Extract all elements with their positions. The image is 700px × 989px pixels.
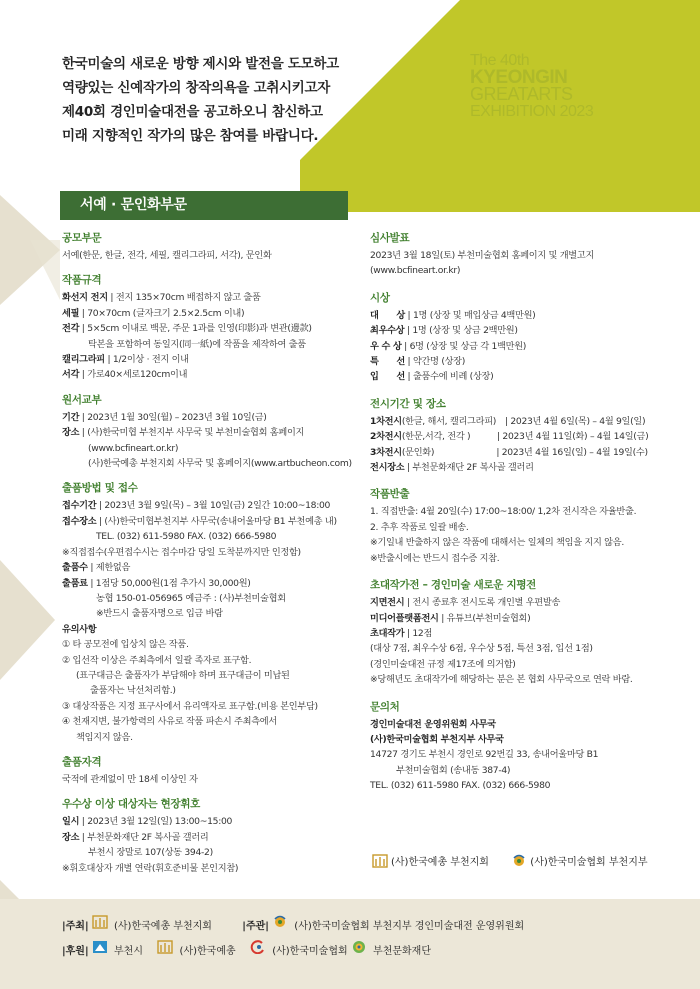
line-text: | 가로40×세로120cm이내: [79, 369, 188, 381]
line-text: | 2023년 3월 12일(일) 13:00~15:00: [79, 816, 233, 828]
line-label: 대 상: [370, 309, 405, 321]
art-association-logo-icon: [272, 915, 288, 939]
line-text: | 1명 (상장 및 상금 2백만원): [404, 325, 518, 337]
section-line: 2. 추후 작품로 일괄 배송.: [370, 521, 469, 533]
line-label: 입 선: [370, 371, 405, 383]
yechong-logo-icon: [372, 854, 388, 871]
section-line: TEL. (032) 611-5980 FAX. (032) 666-5980: [370, 780, 551, 792]
section-line: ※당해년도 초대작가에 해당하는 분은 본 협회 사무국으로 연락 바람.: [370, 674, 633, 686]
line-label: 출품수: [62, 562, 88, 574]
line-text: | (사)한국미협부천지부 사무국(송내어울마당 B1 부천예총 내): [96, 515, 337, 527]
left-column: [62, 230, 357, 876]
cultural-foundation-logo-icon: [351, 940, 367, 964]
sponsor-3-text: (사)한국미술협회: [272, 946, 348, 957]
section-line: [62, 560, 357, 575]
line-label: 출품료: [62, 577, 88, 589]
organizer-text: (사)한국미술협회 부천지부 경인미술대전 운영위원회: [294, 921, 525, 932]
intro-line-2: 역량있는 신예작가의 창작의욕을 고취시키고자: [62, 80, 331, 96]
line-text: (문인화) | 2023년 4월 16일(일) – 4월 19일(수): [401, 446, 648, 458]
section-line: 탁본을 포함하여 동일지(同一紙)에 작품을 제작하여 출품: [88, 338, 306, 350]
section-heading: 심사발표: [370, 232, 410, 244]
section-invited-artists: [370, 577, 670, 687]
section-line: ④ 천재지변, 불가항력의 사유로 작품 파손시 주최측에서: [62, 716, 277, 728]
line-text: | 전시 종료후 전시도록 개인별 우편발송: [404, 597, 561, 609]
section-line: (www.bcfineart.or.kr): [88, 442, 179, 454]
section-line: [370, 323, 670, 338]
section-line: [370, 339, 670, 354]
sponsor-2-text: (사)한국예총: [179, 946, 236, 957]
line-text: | 5×5cm 이내로 백문, 주문 1과를 인영(印影)과 변관(邊款): [79, 323, 312, 335]
line-label: 유의사항: [62, 623, 97, 635]
intro-line-1: 한국미술의 새로운 방향 제시와 발전을 도모하고: [62, 56, 339, 72]
org-logo-b-text: (사)한국미술협회 부천지부: [530, 857, 648, 868]
section-line: (사)한국미술협회 부천지부 사무국: [370, 733, 504, 745]
section-line: 14727 경기도 부천시 경인로 92번길 33, 송내어울마당 B1: [370, 749, 599, 761]
line-label: 지면전시: [370, 597, 405, 609]
line-label: 전시장소: [370, 462, 405, 474]
line-text: (한글, 해서, 캘리그라피) | 2023년 4월 6일(목) – 4월 9일(일): [401, 415, 646, 427]
line-label: 초대작가: [370, 627, 405, 639]
section-line: 서예(한문, 한글, 전각, 세필, 캘리그라피, 서각), 문인화: [62, 250, 272, 261]
section-line: ※반출시에는 반드시 접수증 지참.: [370, 552, 500, 564]
section-line: [62, 321, 357, 336]
section-heading: 출품자격: [62, 755, 102, 768]
section-line: (대상 7점, 최우수상 6점, 우수상 5점, 특선 3점, 입선 1점): [370, 643, 593, 655]
title-line-3: GREATARTS: [470, 84, 573, 104]
line-label: 최우수상: [370, 325, 405, 337]
section-line: (www.bcfineart.or.kr): [370, 265, 461, 277]
section-line: ③ 대상작품은 지정 표구사에서 유리액자로 표구함.(비용 본인부담): [62, 700, 318, 712]
section-heading: 문의처: [370, 700, 400, 713]
section-announcement: [370, 230, 670, 279]
section-heading: 작품반출: [370, 488, 410, 501]
section-line: 출품자는 낙선처리함.): [90, 685, 176, 697]
line-text: | 부천문화재단 2F 복사골 갤러리: [404, 462, 534, 474]
section-line: [370, 414, 670, 429]
line-text: | (사)한국미협 부천지부 사무국 및 부천미술협회 홈페이지: [79, 427, 305, 439]
section-onsite: [62, 796, 357, 876]
section-line: [370, 626, 670, 641]
section-line: [62, 306, 357, 321]
title-line-1: The 40th: [470, 52, 530, 69]
art-association-swirl-logo-icon: [250, 940, 266, 964]
section-line: 부천미술협회 (송내동 387-4): [396, 764, 511, 776]
section-heading: 전시기간 및 장소: [370, 397, 446, 410]
line-label: 2차전시: [370, 431, 402, 443]
intro-line-4: 미래 지향적인 작가의 많은 참여를 바랍니다.: [62, 128, 319, 144]
section-line: 경인미술대전 운영위원회 사무국: [370, 718, 496, 730]
section-line: 2023년 3월 18일(토) 부천미술협회 홈페이지 및 개별고지: [370, 250, 595, 261]
section-eligibility: [62, 754, 357, 787]
section-heading: 원서교부: [62, 393, 102, 406]
section-line: 1. 직접반출: 4월 20일(수) 17:00~18:00/ 1,2차 전시작은 자율반출.: [370, 506, 637, 518]
section-line: [370, 308, 670, 323]
line-label: 일시: [62, 816, 80, 828]
section-line: [62, 352, 357, 367]
line-label: 화선지 전지: [62, 292, 108, 304]
section-spec: [62, 272, 357, 382]
section-category: [62, 230, 357, 263]
line-text: | 70×70cm (글자크기 2.5×2.5cm 이내): [79, 307, 245, 319]
bucheon-city-logo-icon: [92, 940, 108, 964]
host-tag: |주최|: [62, 921, 89, 932]
section-line: [370, 460, 670, 475]
line-text: | 약간명 (상장): [404, 356, 466, 368]
section-line: [62, 425, 357, 440]
line-text: | 제한없음: [87, 562, 131, 574]
section-exhibition-period: [370, 396, 670, 476]
line-label: 접수기간: [62, 500, 97, 512]
section-line: [370, 595, 670, 610]
line-text: | 1/2이상 · 전지 이내: [104, 354, 189, 366]
line-label: 캘리그라피: [62, 354, 105, 366]
section-application: [62, 392, 357, 472]
section-line: (경인미술대전 규정 제17조에 의거함): [370, 658, 516, 670]
org-logos: [372, 853, 648, 871]
line-label: 장소: [62, 831, 80, 843]
section-line: (표구대금은 출품자가 부담해야 하며 표구대금이 미납된: [76, 669, 290, 681]
line-text: | 전지 135×70cm 배접하지 않고 출품: [107, 292, 261, 304]
section-line: [370, 369, 670, 384]
line-label: 특 선: [370, 356, 405, 368]
line-label: 접수장소: [62, 515, 97, 527]
section-heading: 시상: [370, 291, 390, 304]
line-text: | 1명 (상장 및 매입상금 4백만원): [404, 309, 536, 321]
section-line: [370, 445, 670, 460]
line-label: 3차전시: [370, 446, 402, 458]
section-line: [62, 410, 357, 425]
line-label: 미디어플랫폼전시: [370, 612, 439, 624]
section-line: 국적에 관계없이 만 18세 이상인 자: [62, 773, 198, 785]
credits: [62, 915, 524, 965]
credits-sponsor-row: [62, 940, 524, 965]
line-label: 전각: [62, 323, 80, 335]
section-line: ① 타 공모전에 입상치 않은 작품.: [62, 639, 189, 651]
line-text: | 부천문화재단 2F 복사골 갤러리: [79, 831, 209, 843]
section-heading: 출품방법 및 접수: [62, 482, 138, 495]
section-awards: [370, 290, 670, 385]
section-heading: 초대작가전 – 경인미술 새로운 지평전: [370, 579, 537, 592]
section-line: 책임지지 않음.: [76, 731, 133, 743]
title-line-2: KYEONGIN: [470, 67, 568, 88]
section-line: [62, 367, 357, 382]
line-label: 장소: [62, 427, 80, 439]
line-label: 기간: [62, 411, 80, 423]
yechong-logo-icon: [157, 940, 173, 964]
section-return: [370, 486, 670, 566]
line-text: | 1점당 50,000원(1점 추가시 30,000원): [87, 577, 251, 589]
credits-host-row: [62, 915, 524, 940]
line-text: | 유튜브(부천미술협회): [438, 612, 531, 624]
org-logo-a-text: (사)한국예총 부천지회: [391, 857, 489, 868]
section-line: [62, 814, 357, 829]
sponsor-tag: |후원|: [62, 946, 89, 957]
section-line: ② 입선작 이상은 주최측에서 일괄 족자로 표구함.: [62, 654, 252, 666]
section-heading: 작품규격: [62, 274, 102, 287]
section-heading: 우수상 이상 대상자는 현장휘호: [62, 798, 201, 811]
section-line: [62, 622, 357, 637]
section-line: [62, 576, 357, 591]
organizer-tag: |주관|: [242, 921, 269, 932]
host-text: (사)한국예총 부천지회: [114, 921, 212, 932]
right-column: [370, 230, 670, 794]
exhibition-title: [470, 52, 593, 120]
section-line: [62, 830, 357, 845]
line-text: | 6명 (상장 및 상금 각 1백만원): [401, 340, 527, 352]
section-line: 부천시 장말로 107(상동 394-2): [88, 847, 213, 859]
intro-line-3: 제40회 경인미술대전을 공고하오니 참신하고: [62, 104, 323, 120]
sponsor-1-text: 부천시: [114, 946, 143, 957]
yechong-logo-icon: [92, 915, 108, 939]
line-label: 1차전시: [370, 415, 402, 427]
section-line: ※반드시 출품자명으로 입금 바람: [96, 608, 223, 620]
section-line: ※직접접수(우편접수시는 접수마감 당일 도착분까지만 인정함): [62, 546, 301, 558]
line-text: | 12점: [404, 627, 433, 639]
line-label: 우 수 상: [370, 340, 402, 352]
section-line: [370, 611, 670, 626]
section-line: (사)한국예총 부천지회 사무국 및 홈페이지(www.artbucheon.com): [88, 458, 352, 470]
section-line: TEL. (032) 611-5980 FAX. (032) 666-5980: [96, 531, 277, 543]
intro-text: [62, 52, 339, 148]
section-line: [62, 290, 357, 305]
line-text: (한문,서각, 전각 ) | 2023년 4월 11일(화) – 4월 14일(금): [401, 431, 649, 443]
section-line: [370, 354, 670, 369]
section-line: [370, 429, 670, 444]
section-line: [62, 514, 357, 529]
line-text: | 2023년 3월 9일(목) – 3월 10일(금) 2일간 10:00~18:00: [96, 500, 331, 512]
line-label: 서각: [62, 369, 80, 381]
section-heading: 공모부문: [62, 232, 102, 244]
line-label: 세필: [62, 307, 80, 319]
section-line: 농협 150-01-056965 예금주 : (사)부천미술협회: [96, 592, 286, 604]
section-line: ※기일내 반출하지 않은 작품에 대해서는 일체의 책임을 지지 않음.: [370, 537, 624, 549]
line-text: | 2023년 1월 30일(월) – 2023년 3월 10일(금): [79, 411, 267, 423]
section-contact: [370, 699, 670, 794]
line-text: | 출품수에 비례 (상장): [404, 371, 494, 383]
sponsor-4-text: 부천문화재단: [373, 946, 431, 957]
title-line-4: EXHIBITION 2023: [470, 103, 594, 120]
section-line: [62, 498, 357, 513]
section-line: ※휘호대상자 개별 연락(휘호준비물 본인지참): [62, 862, 239, 874]
section-submission: [62, 480, 357, 745]
art-association-logo-icon: [511, 854, 527, 871]
category-banner: 서예 · 문인화부문: [60, 191, 348, 220]
